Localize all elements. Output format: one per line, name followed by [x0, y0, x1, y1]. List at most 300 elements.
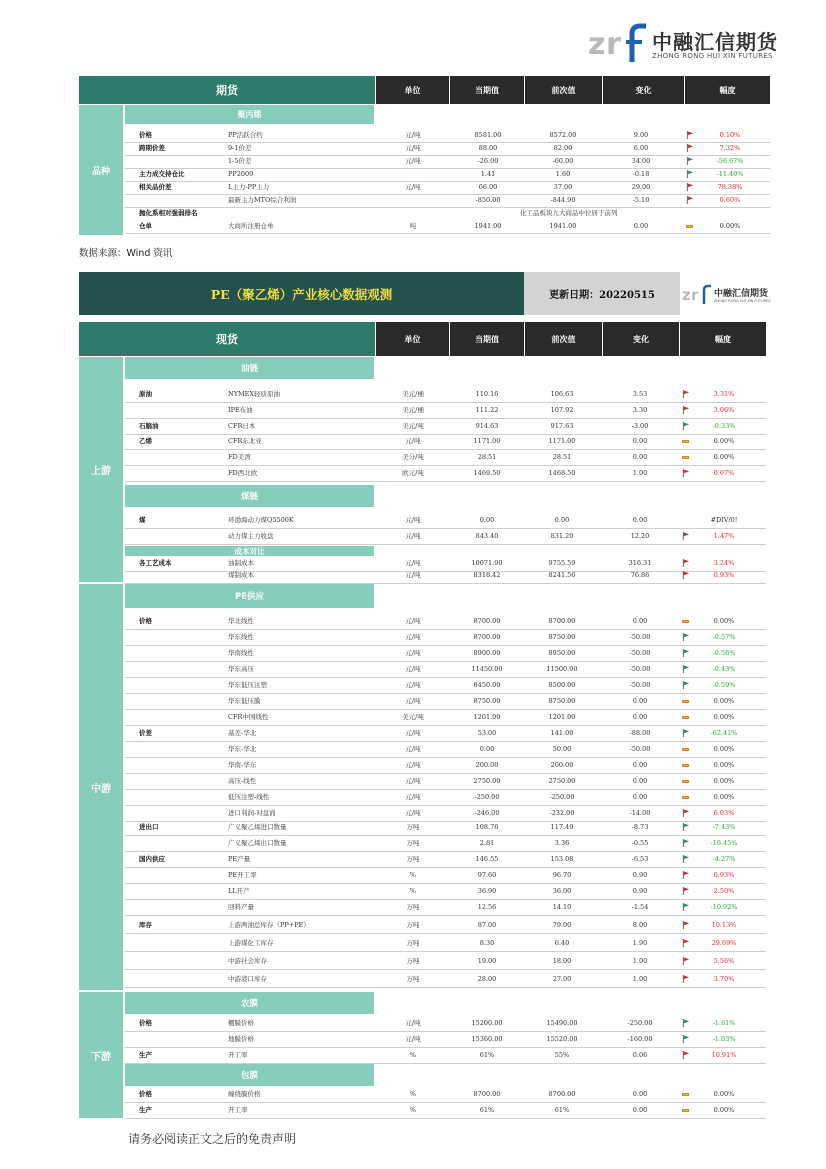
- row-unit: 元/吨: [405, 131, 421, 139]
- row-name: 基差-华北: [228, 729, 257, 737]
- label-crude: 原油: [139, 390, 152, 398]
- row-name: 广义聚乙烯出口数量: [228, 839, 287, 847]
- row-previous: 8700.00: [548, 617, 576, 625]
- row-name: 上游煤化工库存: [228, 939, 274, 947]
- row-current: 110.16: [475, 390, 499, 398]
- row-name: 9-1价差: [228, 144, 252, 152]
- row-current: 10071.90: [471, 559, 503, 567]
- mini-logo-en: ZHONG RONG HUI XIN FUTURES: [714, 299, 771, 303]
- row-name: 华东高压: [228, 665, 254, 673]
- row-previous: 6.40: [554, 939, 570, 947]
- row-change: 0.00: [632, 1106, 648, 1114]
- row-change: 0.00: [632, 437, 648, 445]
- row-name: IPE布油: [228, 406, 253, 414]
- row-change: -8.73: [631, 823, 649, 831]
- row-name: 中游港口库存: [228, 975, 267, 983]
- row-percent: 5.56%: [713, 957, 735, 965]
- sub-farm: [125, 992, 374, 1014]
- row-previous: 0.00: [554, 516, 570, 524]
- red-flag-icon: [682, 809, 690, 817]
- row-divider: [125, 933, 766, 934]
- row-unit: 元/吨: [405, 729, 421, 737]
- row-divider: [125, 987, 766, 988]
- row-percent: 0.93%: [713, 571, 735, 579]
- row-percent: -16.45%: [710, 839, 738, 847]
- green-flag-icon: [682, 1035, 690, 1043]
- row-percent: 0.07%: [713, 469, 735, 477]
- row-name: 华东-华北: [228, 745, 257, 753]
- group-upstream-label: 上游: [91, 466, 111, 477]
- row-percent: 29.69%: [711, 939, 737, 947]
- row-percent: -0.33%: [712, 422, 736, 430]
- row-divider: [125, 155, 770, 156]
- col-header-pct: 幅度: [685, 76, 770, 104]
- group-upstream: [79, 357, 123, 582]
- row-change: -1.54: [631, 903, 649, 911]
- row-change: 0.00: [632, 713, 648, 721]
- red-flag-icon: [682, 887, 690, 895]
- row-previous: 117.49: [550, 823, 574, 831]
- row-previous: 200.00: [550, 761, 574, 769]
- row-name: 开工率: [228, 1106, 248, 1114]
- green-flag-icon: [682, 649, 690, 657]
- row-name: 最新主力MTO综合利润: [228, 196, 297, 204]
- row-name: CFR日本: [228, 422, 256, 430]
- svg-text:r: r: [606, 27, 621, 62]
- row-name: 环渤海动力煤Q5500K: [228, 516, 294, 524]
- row-unit: 美元/桶: [402, 390, 424, 398]
- row-percent: 3.70%: [713, 975, 735, 983]
- green-flag-icon: [682, 422, 690, 430]
- row-current: 28.51: [477, 453, 497, 461]
- row-unit: 元/吨: [405, 761, 421, 769]
- row-percent: -4.27%: [712, 855, 736, 863]
- row-percent: 0.00%: [713, 617, 735, 625]
- row-percent: -1.03%: [712, 1035, 736, 1043]
- row-change: 0.00: [632, 1090, 648, 1098]
- row-change: 9.00: [633, 131, 649, 139]
- flat-indicator-icon: [682, 796, 689, 799]
- brand-name-en: ZHONG RONG HUI XIN FUTURES: [652, 52, 773, 60]
- row-divider: [125, 181, 770, 182]
- row-name: 开工率: [228, 1051, 248, 1059]
- red-flag-icon: [682, 975, 690, 983]
- brand-name-cn: 中融汇信期货: [652, 30, 778, 54]
- row-unit: %: [409, 1106, 417, 1114]
- row-percent: -1.61%: [712, 1019, 736, 1027]
- row-divider: [125, 951, 766, 952]
- row-name: PP活跃合约: [228, 131, 263, 139]
- row-change: -5.10: [632, 196, 650, 204]
- row-percent: -0.43%: [712, 665, 736, 673]
- row-current: 61%: [479, 1106, 495, 1114]
- row-unit: 万吨: [406, 975, 420, 983]
- row-divider: [125, 583, 766, 584]
- row-percent: 0.00%: [713, 697, 735, 705]
- row-unit: %: [409, 1090, 417, 1098]
- row-percent: 10.91%: [711, 1051, 737, 1059]
- row-current: 8700.00: [473, 617, 501, 625]
- row-previous: 61%: [554, 1106, 570, 1114]
- row-previous: 8750.00: [548, 633, 576, 641]
- red-flag-icon: [686, 183, 694, 191]
- row-divider: [125, 1063, 766, 1064]
- row-change: 0.06: [632, 1051, 648, 1059]
- row-name: 华南-华东: [228, 761, 257, 769]
- row-name: 动力煤主力收盘: [228, 532, 274, 540]
- row-name: 大商所注册仓单: [228, 222, 274, 230]
- row-change: -50.00: [629, 649, 651, 657]
- green-flag-icon: [682, 839, 690, 847]
- row-current: 1171.00: [473, 437, 501, 445]
- row-previous: 8950.00: [548, 649, 576, 657]
- row-current: 36.90: [477, 887, 497, 895]
- row-previous: 107.92: [550, 406, 574, 414]
- row-unit: 元/吨: [405, 157, 421, 165]
- row-percent: 0.00%: [713, 745, 735, 753]
- row-divider: [125, 142, 770, 143]
- row-current: 200.00: [475, 761, 499, 769]
- row-change: -88.00: [629, 729, 651, 737]
- row-current: 8750.00: [473, 697, 501, 705]
- red-flag-icon: [682, 921, 690, 929]
- sub-pack-label: 包膜: [240, 1071, 258, 1081]
- sub-coal: [125, 485, 374, 507]
- row-percent: -0.57%: [712, 633, 736, 641]
- row-change: 29.00: [631, 183, 651, 191]
- row-divider: [125, 693, 766, 694]
- spot-col-chg: 变化: [603, 322, 679, 356]
- row-name: 棚膜价格: [228, 1019, 254, 1027]
- row-change: 0.00: [632, 617, 648, 625]
- row-change: 8.00: [632, 921, 648, 929]
- sub-farm-label: 农膜: [240, 999, 258, 1009]
- row-percent: 0.00%: [713, 453, 735, 461]
- row-percent: 1.47%: [713, 532, 735, 540]
- spot-section-header: [79, 322, 375, 356]
- futures-section-title: 期货: [216, 84, 238, 97]
- row-percent: -0.56%: [712, 649, 736, 657]
- row-unit: 元/吨: [405, 745, 421, 753]
- label-farm-price: 价格: [139, 1019, 152, 1027]
- row-change: -0.55: [631, 839, 649, 847]
- row-change: 1.00: [632, 957, 648, 965]
- label-import: 进出口: [139, 823, 159, 831]
- row-current: 53.00: [477, 729, 497, 737]
- row-unit: 元/吨: [405, 571, 421, 579]
- green-flag-icon: [682, 855, 690, 863]
- sub-pe: [125, 584, 374, 608]
- row-change: -0.18: [632, 170, 650, 178]
- row-divider: [125, 207, 770, 208]
- row-current: 11450.00: [471, 665, 503, 673]
- row-change: -50.00: [629, 665, 651, 673]
- red-flag-icon: [682, 871, 690, 879]
- row-name: 煤制成本: [228, 571, 254, 579]
- row-unit: 元/吨: [405, 633, 421, 641]
- row-current: 8318.42: [473, 571, 501, 579]
- group-downstream: [79, 992, 123, 1118]
- green-flag-icon: [682, 1019, 690, 1027]
- row-divider: [125, 773, 766, 774]
- label-cost: 各工艺成本: [139, 559, 172, 567]
- flat-indicator-icon: [682, 1109, 689, 1112]
- red-flag-icon: [686, 196, 694, 204]
- row-unit: 元/吨: [405, 793, 421, 801]
- update-box: [524, 272, 680, 315]
- rank-note: 化工品板块九大商品中位居于前列: [520, 209, 618, 217]
- row-previous: -232.00: [549, 809, 575, 817]
- row-previous: -250.00: [549, 793, 575, 801]
- row-change: 3.53: [632, 390, 648, 398]
- row-percent: 0.10%: [719, 131, 741, 139]
- row-unit: 万吨: [406, 855, 420, 863]
- row-percent: 10.13%: [711, 921, 737, 929]
- row-divider: [125, 867, 766, 868]
- row-unit: 元/吨: [405, 532, 421, 540]
- sub-cost: [125, 546, 374, 556]
- row-unit: 元/吨: [405, 777, 421, 785]
- row-unit: 美分/吨: [402, 453, 424, 461]
- label-spread: 跨期价差: [139, 144, 165, 152]
- row-unit: 元/吨: [405, 809, 421, 817]
- row-divider: [125, 805, 766, 806]
- row-percent: 0.00%: [713, 713, 735, 721]
- row-percent: 0.60%: [719, 196, 741, 204]
- row-previous: 831.20: [550, 532, 574, 540]
- red-flag-icon: [682, 390, 690, 398]
- row-unit: 欧元/吨: [402, 469, 424, 477]
- row-divider: [125, 1102, 766, 1103]
- row-current: 8450.00: [473, 681, 501, 689]
- banner-title: PE（聚乙烯）产业核心数据观测: [210, 286, 393, 302]
- row-previous: 8241.56: [548, 571, 576, 579]
- row-unit: %: [409, 887, 417, 895]
- row-name: 华东低压注塑: [228, 681, 267, 689]
- label-ratio: 主力成交持仓比: [139, 170, 185, 178]
- row-divider: [125, 969, 766, 970]
- green-flag-icon: [682, 681, 690, 689]
- row-current: -246.00: [474, 809, 500, 817]
- row-divider: [125, 883, 766, 884]
- row-previous: 1468.50: [548, 469, 576, 477]
- row-current: 1469.50: [473, 469, 501, 477]
- row-change: 0.90: [632, 887, 648, 895]
- flat-indicator-icon: [682, 456, 689, 459]
- row-unit: 元/吨: [405, 1019, 421, 1027]
- svg-text:z: z: [588, 27, 606, 62]
- row-unit: 美元/吨: [402, 422, 424, 430]
- row-divider: [125, 194, 770, 195]
- flat-indicator-icon: [682, 440, 689, 443]
- svg-text:z: z: [682, 286, 691, 304]
- row-previous: 79.00: [552, 921, 572, 929]
- red-flag-icon: [686, 131, 694, 139]
- row-change: -160.00: [627, 1035, 653, 1043]
- row-previous: 1941.00: [549, 222, 577, 230]
- label-coal: 煤: [139, 516, 146, 524]
- flat-indicator-icon: [682, 748, 689, 751]
- label-domestic: 国内供应: [139, 855, 165, 863]
- row-change: 0.00: [633, 222, 649, 230]
- row-divider: [125, 1031, 766, 1032]
- row-percent: 6.03%: [713, 809, 735, 817]
- col-header-chg: 变化: [603, 76, 684, 104]
- row-current: 1.41: [480, 170, 496, 178]
- row-percent: -56.67%: [716, 157, 744, 165]
- row-unit: 元/吨: [405, 617, 421, 625]
- row-percent: 0.00%: [713, 1090, 735, 1098]
- row-percent: -10.92%: [710, 903, 738, 911]
- row-change: 0.90: [632, 871, 648, 879]
- category-label: 品种: [91, 166, 110, 177]
- group-downstream-label: 下游: [91, 1051, 111, 1063]
- row-divider: [125, 789, 766, 790]
- row-divider: [125, 725, 766, 726]
- row-unit: 万吨: [406, 957, 420, 965]
- row-unit: 万吨: [406, 939, 420, 947]
- row-previous: 55%: [554, 1051, 570, 1059]
- label-rank: 抛化系相对强弱排名: [139, 209, 198, 217]
- category-cell: [79, 105, 123, 235]
- row-name: 上游两油总库存（PP+PE）: [228, 921, 310, 929]
- row-previous: 1201.00: [548, 713, 576, 721]
- row-divider: [125, 481, 766, 482]
- row-percent: -11.40%: [716, 170, 744, 178]
- futures-section-header: [79, 76, 375, 104]
- row-name: PE产量: [228, 855, 251, 863]
- label-ethylene: 乙烯: [139, 437, 152, 445]
- row-divider: [125, 434, 766, 435]
- row-unit: 元/吨: [405, 1035, 421, 1043]
- zrf-mini-logo-icon: [682, 282, 712, 306]
- row-previous: -60.00: [552, 157, 574, 165]
- flat-indicator-icon: [682, 764, 689, 767]
- row-divider: [125, 233, 770, 234]
- row-name: PE开工率: [228, 871, 257, 879]
- red-flag-icon: [686, 144, 694, 152]
- row-unit: 元/吨: [405, 697, 421, 705]
- row-current: 15360.00: [471, 1035, 503, 1043]
- row-previous: 18.00: [552, 957, 572, 965]
- row-percent: 3.31%: [713, 390, 735, 398]
- zrf-logo-icon: [588, 22, 648, 62]
- row-current: 12.56: [477, 903, 497, 911]
- row-percent: 0.00%: [713, 1106, 735, 1114]
- row-previous: 37.00: [553, 183, 573, 191]
- row-divider: [125, 168, 770, 169]
- row-current: -250.00: [474, 793, 500, 801]
- row-current: 1941.00: [474, 222, 502, 230]
- row-unit: 元/吨: [405, 183, 421, 191]
- row-current: 843.40: [475, 532, 499, 540]
- row-name: 油制成本: [228, 559, 254, 567]
- row-current: -850.00: [475, 196, 501, 204]
- data-source: 数据来源：Wind 资讯: [79, 248, 173, 259]
- row-name: 广义聚乙烯进口数量: [228, 823, 287, 831]
- label-spread2: 价差: [139, 729, 152, 737]
- row-name: NYMEX轻质原油: [228, 390, 281, 398]
- row-current: 0.00: [479, 745, 495, 753]
- row-change: 1.90: [632, 939, 648, 947]
- row-current: 97.60: [477, 871, 497, 879]
- row-divider: [125, 835, 766, 836]
- row-percent: -7.43%: [712, 823, 736, 831]
- row-current: 2750.00: [473, 777, 501, 785]
- row-divider: [125, 709, 766, 710]
- row-change: 76.86: [630, 571, 650, 579]
- spot-col-pct: 幅度: [680, 322, 766, 356]
- row-name: PP2009: [228, 170, 254, 178]
- row-previous: 106.63: [550, 390, 574, 398]
- row-change: 12.20: [630, 532, 650, 540]
- label-farm-prod: 生产: [139, 1051, 152, 1059]
- green-flag-icon: [686, 157, 694, 165]
- row-unit: 美元/吨: [402, 713, 424, 721]
- row-divider: [125, 899, 766, 900]
- row-name: L主力-PP主力: [228, 183, 270, 191]
- row-percent: -62.41%: [710, 729, 738, 737]
- update-date: 更新日期：20220515: [549, 290, 655, 301]
- row-percent: 0.00%: [713, 793, 735, 801]
- row-previous: 15490.00: [546, 1019, 578, 1027]
- row-name: CFR中国线性: [228, 713, 269, 721]
- flat-indicator-icon: [682, 716, 689, 719]
- mini-logo: [682, 278, 772, 312]
- brand-logo: [588, 22, 778, 64]
- row-name: 中游社会库存: [228, 957, 267, 965]
- row-change: -14.00: [629, 809, 651, 817]
- row-name: 华南线性: [228, 649, 254, 657]
- flat-indicator-icon: [682, 780, 689, 783]
- row-change: 3.30: [632, 406, 648, 414]
- row-divider: [125, 645, 766, 646]
- row-current: 88.00: [478, 144, 498, 152]
- label-stock: 库存: [139, 921, 152, 929]
- pp-subheader: [125, 105, 374, 124]
- row-previous: 15520.00: [546, 1035, 578, 1043]
- row-unit: 元/吨: [405, 516, 421, 524]
- row-previous: 82.00: [553, 144, 573, 152]
- red-flag-icon: [682, 559, 690, 567]
- red-flag-icon: [682, 1051, 690, 1059]
- row-name: 缠绕膜价格: [228, 1090, 261, 1098]
- row-percent: 2.50%: [713, 887, 735, 895]
- flat-indicator-icon: [686, 225, 693, 228]
- flat-indicator-icon: [682, 1093, 689, 1096]
- green-flag-icon: [686, 170, 694, 178]
- row-unit: 万吨: [406, 921, 420, 929]
- col-header-unit: 单位: [376, 76, 449, 104]
- row-previous: 8572.00: [549, 131, 577, 139]
- row-name: 回料产量: [228, 903, 254, 911]
- sub-cost-label: 成本对比: [234, 546, 265, 556]
- label-pe-price: 价格: [139, 617, 152, 625]
- col-header-cur: 当期值: [450, 76, 524, 104]
- row-previous: 11500.00: [546, 665, 578, 673]
- row-name: 高压-线性: [228, 777, 257, 785]
- row-change: -3.00: [631, 422, 649, 430]
- row-current: 66.00: [478, 183, 498, 191]
- red-flag-icon: [682, 469, 690, 477]
- row-change: -250.00: [627, 1019, 653, 1027]
- row-unit: 万吨: [406, 903, 420, 911]
- row-change: 34.00: [631, 157, 651, 165]
- row-percent: 0.93%: [713, 871, 735, 879]
- row-name: 低压注塑-线性: [228, 793, 270, 801]
- row-change: 0.00: [632, 453, 648, 461]
- sub-oil-label: 油链: [240, 364, 258, 374]
